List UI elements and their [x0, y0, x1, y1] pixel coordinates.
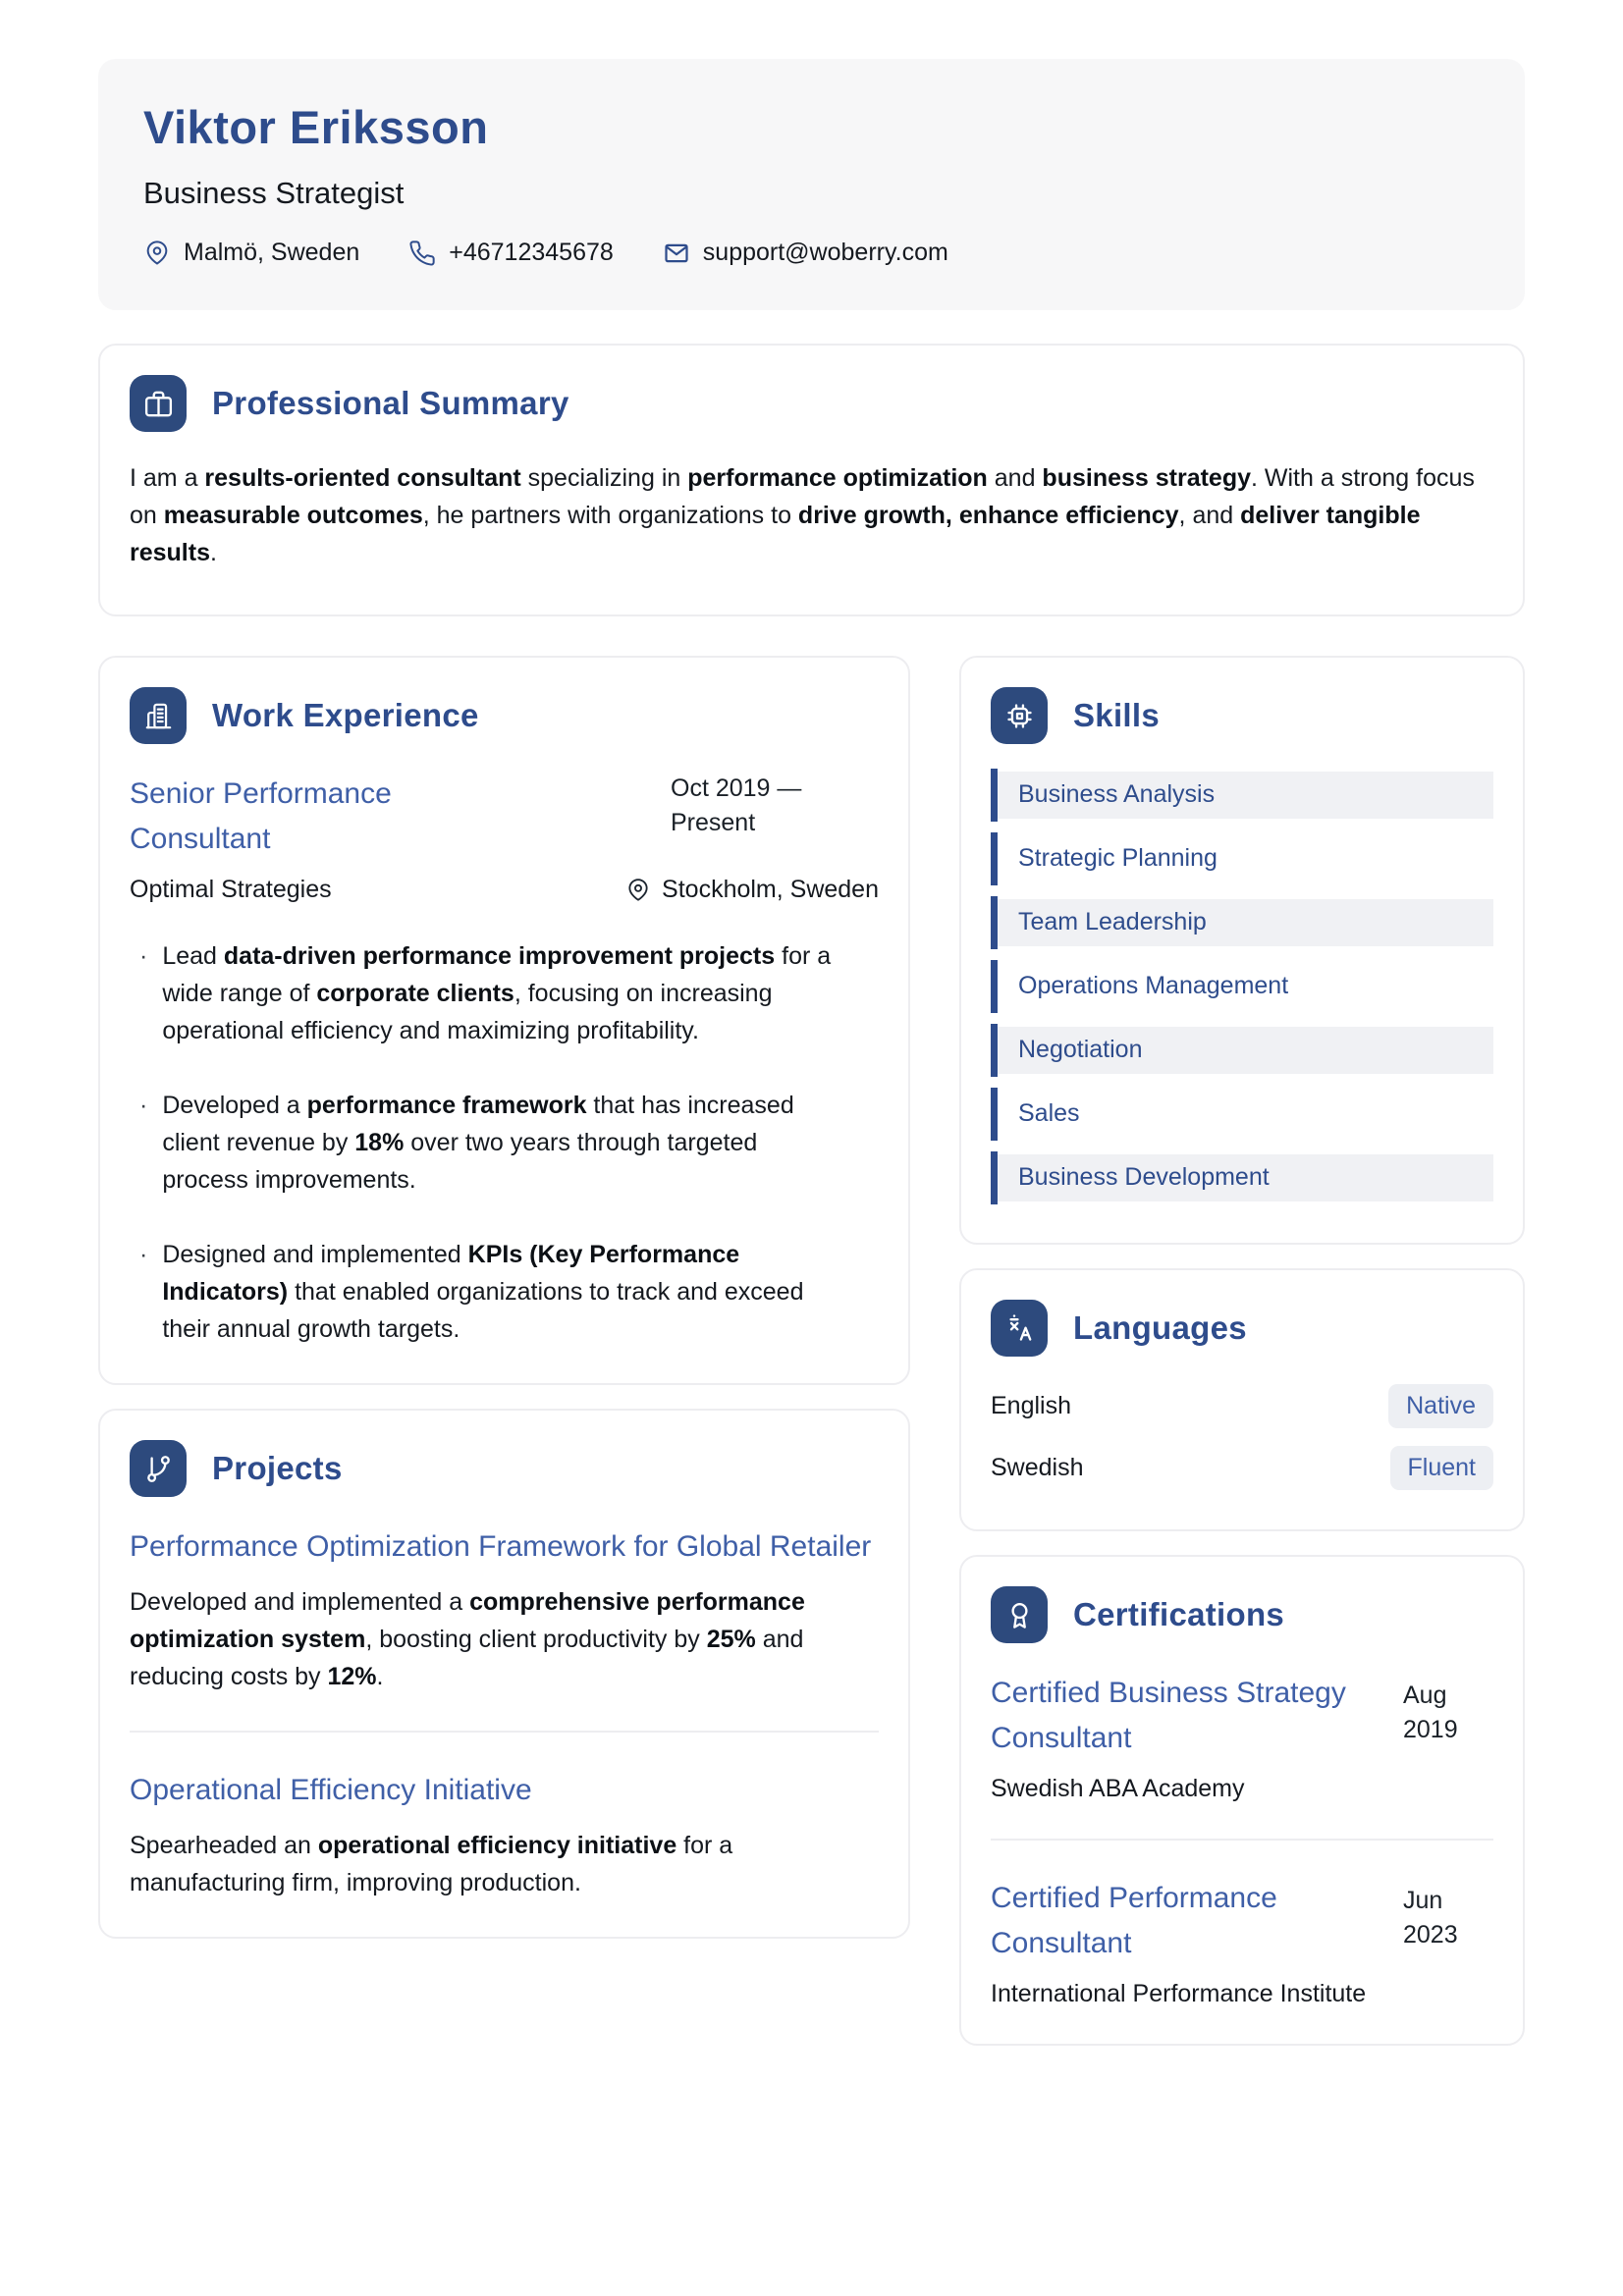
chip-icon [991, 687, 1048, 744]
project-item [130, 1768, 879, 1901]
job-bullet-text: Developed a performance framework that has increased client revenue by 18% over two years through targeted process improvements. [162, 1092, 794, 1194]
award-icon [991, 1586, 1048, 1643]
professional-summary-card [98, 344, 1525, 616]
phone-icon [408, 240, 436, 267]
work-section-head [130, 687, 879, 744]
projects-section-head [130, 1440, 879, 1497]
skill-label: Strategic Planning [1018, 844, 1217, 872]
certification-header [991, 1876, 1493, 1966]
skill-label: Sales [1018, 1099, 1080, 1127]
job-subheader [130, 876, 879, 904]
location-pin-icon [143, 240, 171, 267]
skills-list [991, 772, 1493, 1201]
skill-item [991, 1154, 1493, 1201]
project-item [130, 1524, 879, 1695]
project-description: Developed and implemented a comprehensive performance optimization system, boosting client productivity by 25% and reducing costs by 12%. [130, 1588, 805, 1690]
job-bullet [130, 1087, 833, 1199]
certification-date: Aug 2019 [1403, 1682, 1458, 1743]
bullet-marker: · [139, 942, 148, 970]
right-column [959, 656, 1525, 2046]
summary-section-head [130, 375, 1493, 432]
certification-date: Jun 2023 [1403, 1887, 1458, 1949]
contact-location-text: Malmö, Sweden [184, 239, 360, 266]
header-card [98, 59, 1525, 310]
person-name: Viktor Eriksson [143, 101, 489, 153]
languages-list [991, 1384, 1493, 1494]
contact-location [143, 239, 359, 267]
job-bullets [130, 937, 879, 1348]
project-divider [130, 1731, 879, 1733]
languages-section-head [991, 1300, 1493, 1357]
summary-paragraph: I am a results-oriented consultant specializing in performance optimization and business strategy. With a strong focus on measurable outcomes, he partners with organizations to drive growth, enhance efficiency, and deliver tangible results. [130, 464, 1475, 566]
job-bullet [130, 1236, 833, 1348]
left-column [98, 656, 910, 1939]
certification-issuer: Swedish ABA Academy [991, 1775, 1245, 1802]
project-description: Spearheaded an operational efficiency initiative for a manufacturing firm, improving production. [130, 1832, 733, 1896]
job-bullet-text: Lead data-driven performance improvement projects for a wide range of corporate clients, focusing on increasing operational efficiency and maximizing profitability. [162, 942, 832, 1044]
skill-item [991, 772, 1493, 819]
contact-email-text: support@woberry.com [702, 239, 948, 266]
contact-email [663, 239, 948, 267]
git-branch-icon [130, 1440, 187, 1497]
languages-card [959, 1268, 1525, 1531]
language-item [991, 1384, 1493, 1428]
building-icon [130, 687, 187, 744]
languages-section-title: Languages [1073, 1309, 1247, 1346]
certifications-section-title: Certifications [1073, 1596, 1285, 1632]
project-name: Operational Efficiency Initiative [130, 1774, 532, 1806]
projects-section-title: Projects [212, 1450, 343, 1486]
summary-section-title: Professional Summary [212, 385, 569, 421]
contact-row [143, 239, 1480, 267]
project-name: Performance Optimization Framework for Global Retailer [130, 1530, 872, 1563]
language-level-badge: Fluent [1390, 1446, 1493, 1490]
briefcase-icon [130, 375, 187, 432]
certification-divider [991, 1839, 1493, 1841]
contact-phone [408, 239, 614, 267]
certification-issuer: International Performance Institute [991, 1980, 1367, 2007]
language-item [991, 1446, 1493, 1490]
skill-label: Business Development [1018, 1163, 1270, 1191]
mail-icon [663, 240, 690, 267]
certification-item [991, 1876, 1493, 2008]
skill-item [991, 899, 1493, 946]
certifications-card [959, 1555, 1525, 2046]
skills-section-head [991, 687, 1493, 744]
language-level-badge: Native [1388, 1384, 1493, 1428]
certification-header [991, 1671, 1493, 1761]
skills-section-title: Skills [1073, 697, 1161, 733]
skill-label: Team Leadership [1018, 908, 1207, 935]
skill-item [991, 963, 1493, 1010]
job-date: Oct 2019 — Present [671, 774, 802, 836]
job-location [625, 876, 879, 904]
language-name: English [991, 1392, 1071, 1419]
certification-name: Certified Performance Consultant [991, 1882, 1277, 1959]
bullet-marker: · [139, 1241, 148, 1268]
work-experience-card [98, 656, 910, 1385]
skill-label: Business Analysis [1018, 780, 1216, 808]
skill-item [991, 835, 1493, 882]
language-name: Swedish [991, 1454, 1084, 1481]
translate-icon [991, 1300, 1048, 1357]
projects-card [98, 1409, 910, 1939]
two-column-layout [98, 656, 1525, 2046]
job-header [130, 772, 879, 862]
job-bullet-text: Designed and implemented KPIs (Key Performance Indicators) that enabled organizations to track and exceed their annual growth targets. [162, 1241, 804, 1343]
location-pin-dark-icon [625, 878, 651, 903]
contact-phone-text: +46712345678 [449, 239, 614, 266]
job-role: Senior Performance Consultant [130, 777, 392, 855]
job-company: Optimal Strategies [130, 876, 332, 903]
bullet-marker: · [139, 1092, 148, 1119]
skills-card [959, 656, 1525, 1245]
certification-name: Certified Business Strategy Consultant [991, 1677, 1346, 1754]
skill-label: Negotiation [1018, 1036, 1143, 1063]
job-location-text: Stockholm, Sweden [662, 876, 879, 903]
skill-item [991, 1027, 1493, 1074]
certification-item [991, 1671, 1493, 1803]
skill-label: Operations Management [1018, 972, 1289, 999]
certifications-section-head [991, 1586, 1493, 1643]
work-section-title: Work Experience [212, 697, 479, 733]
skill-item [991, 1091, 1493, 1138]
person-job-title: Business Strategist [143, 176, 405, 210]
job-bullet [130, 937, 833, 1049]
